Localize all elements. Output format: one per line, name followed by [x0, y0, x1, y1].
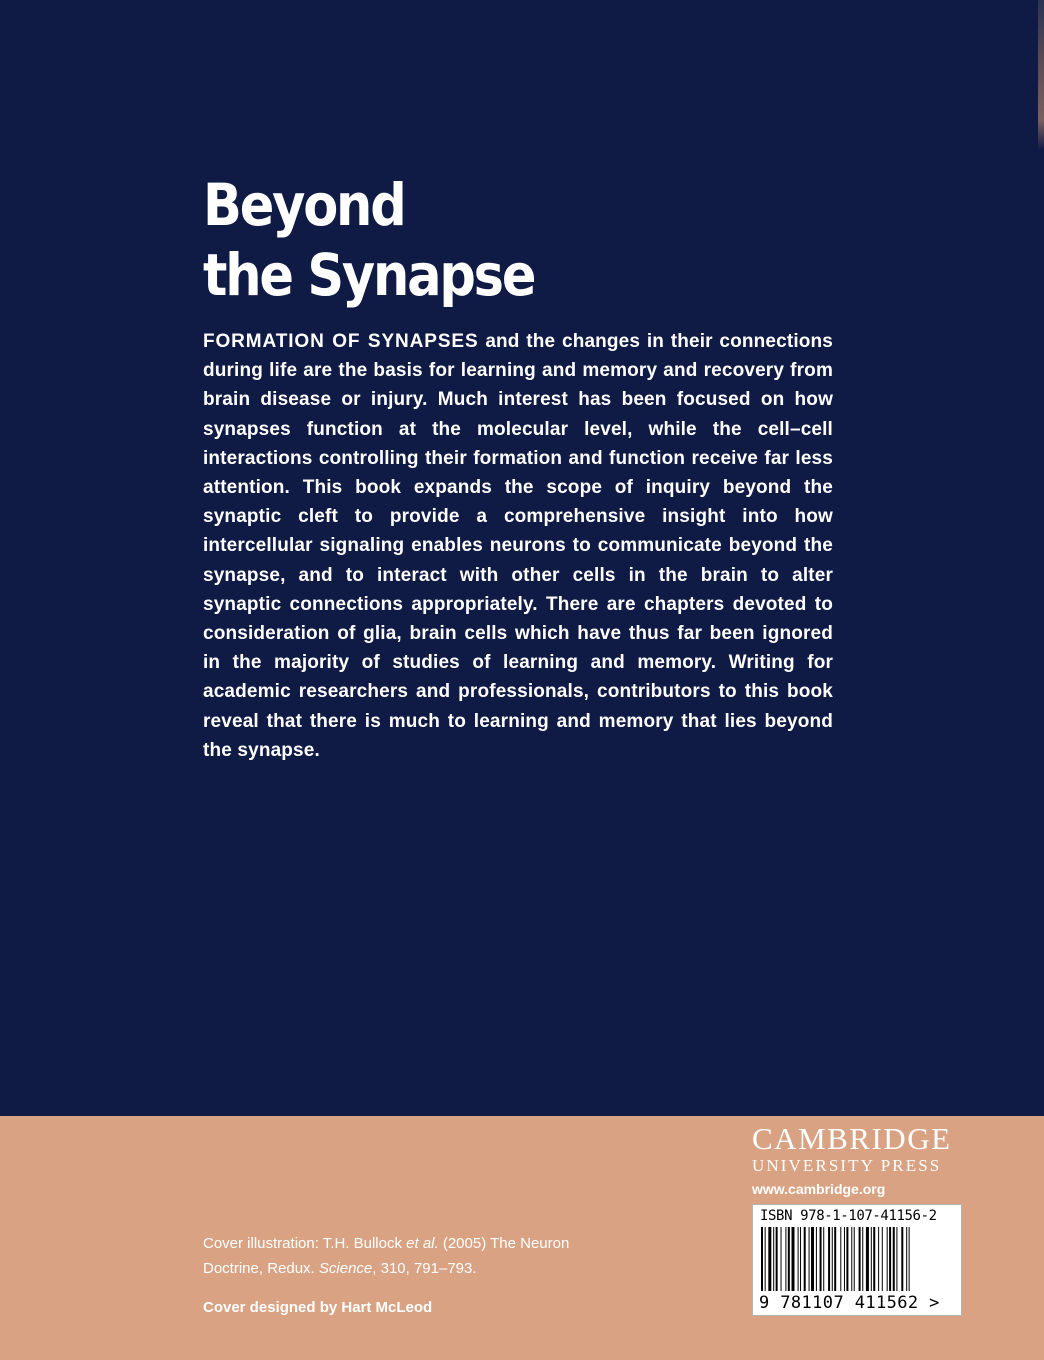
- cover-designer-credit: Cover designed by Hart McLeod: [203, 1299, 433, 1316]
- isbn-barcode: [752, 1204, 962, 1316]
- publisher-url: www.cambridge.org: [752, 1181, 886, 1197]
- credit-prefix: Cover illustration: T.H. Bullock: [203, 1235, 407, 1252]
- cover-edge-strip: [1038, 0, 1044, 150]
- barcode-bar: [800, 1227, 801, 1291]
- barcode-bar: [811, 1227, 814, 1291]
- barcode-bar: [893, 1227, 895, 1291]
- barcode-bar: [816, 1227, 817, 1291]
- barcode-bar: [832, 1227, 833, 1291]
- barcode-bar: [887, 1227, 888, 1291]
- book-title: [203, 170, 534, 310]
- barcode-bar: [906, 1227, 907, 1291]
- book-description: [203, 327, 833, 765]
- publisher-name: CAMBRIDGE: [752, 1121, 952, 1156]
- barcode-bar: [788, 1227, 790, 1291]
- barcode-bar: [854, 1227, 855, 1291]
- barcode-bar: [828, 1227, 830, 1291]
- barcode-bar: [792, 1227, 795, 1291]
- barcode-bar: [878, 1227, 879, 1291]
- barcode-bar: [840, 1227, 841, 1291]
- barcode-digits: 9 781107 411562 >: [759, 1293, 940, 1313]
- barcode-bar: [820, 1227, 822, 1291]
- barcode-bar: [823, 1227, 824, 1291]
- barcode-bars: [761, 1227, 955, 1291]
- barcode-bar: [866, 1227, 869, 1291]
- barcode-bar: [776, 1227, 778, 1291]
- barcode-bar: [851, 1227, 852, 1291]
- barcode-bar: [873, 1227, 875, 1291]
- publisher-subname: UNIVERSITY PRESS: [752, 1156, 942, 1175]
- book-title-line-1: Beyond: [203, 171, 405, 239]
- isbn-label: ISBN 978-1-107-41156-2: [760, 1208, 937, 1224]
- barcode-bar: [901, 1227, 903, 1291]
- barcode-bar: [844, 1227, 845, 1291]
- barcode-bar: [871, 1227, 872, 1291]
- barcode-bar: [834, 1227, 836, 1291]
- barcode-bar: [768, 1227, 771, 1291]
- credit-middle: (2005) The Neuron Doctrine, Redux.: [203, 1235, 570, 1277]
- barcode-bar: [809, 1227, 810, 1291]
- credit-journal: Science: [318, 1260, 373, 1277]
- book-title-line-2: the Synapse: [203, 241, 535, 309]
- barcode-bar: [859, 1227, 861, 1291]
- barcode-bar: [804, 1227, 806, 1291]
- barcode-bar: [761, 1227, 763, 1291]
- credit-suffix: , 310, 791–793.: [372, 1260, 477, 1277]
- barcode-bar: [765, 1227, 766, 1291]
- cover-illustration-credit: [203, 1231, 583, 1281]
- barcode-bar: [882, 1227, 883, 1291]
- barcode-bar: [773, 1227, 774, 1291]
- barcode-bar: [889, 1227, 891, 1291]
- barcode-bar: [896, 1227, 897, 1291]
- barcode-bar: [862, 1227, 863, 1291]
- credit-etal: et al.: [406, 1235, 439, 1252]
- barcode-bar: [798, 1227, 799, 1291]
- description-lead: FORMATION OF SYNAPSES: [203, 331, 479, 352]
- barcode-bar: [781, 1227, 782, 1291]
- publisher-logo: [752, 1122, 967, 1198]
- barcode-bar: [909, 1227, 910, 1291]
- barcode-bar: [785, 1227, 786, 1291]
- description-body: and the changes in their connections during life are the basis for learning and memory and recovery from brain disease or injury. Much interest has been focused on how synapses function at the molecular level, while the cell–cell interactions controlling their formation and function receive far less attention. This book expands the scope of inquiry beyond the synaptic cleft to provide a comprehensive insight into how intercellular signaling enables neurons to communicate beyond the synapse, and to interact with other cells in the brain to alter synaptic connections appropriately. There are chapters devoted to consideration of glia, brain cells which have thus far been ignored in the majority of studies of learning and memory. Writing for academic researchers and professionals, contributors to this book reveal that there is much to learning and memory that lies beyond the synapse.: [203, 331, 833, 761]
- barcode-bar: [846, 1227, 848, 1291]
